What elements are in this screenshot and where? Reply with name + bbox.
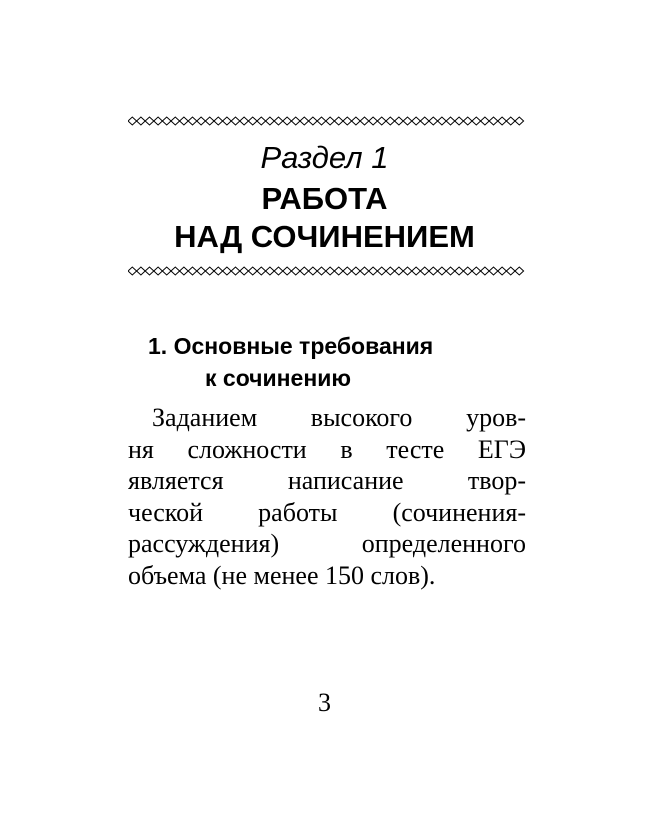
body-line: Заданием высокого уров-: [152, 403, 526, 432]
page-number: 3: [318, 688, 331, 717]
ornament-diamond: [205, 117, 214, 125]
ornament-diamond: [188, 117, 197, 125]
ornament-diamond: [180, 117, 189, 125]
ornament-diamond: [137, 267, 146, 275]
ornament-diamond: [429, 117, 438, 125]
ornament-diamond: [240, 117, 249, 125]
ornament-diamond: [326, 267, 335, 275]
ornament-diamond: [300, 117, 309, 125]
ornament-diamond: [395, 117, 404, 125]
ornament-diamond: [240, 267, 249, 275]
ornament-diamond: [481, 117, 490, 125]
ornament-diamond: [446, 267, 455, 275]
ornament-diamond: [377, 117, 386, 125]
ornament-diamond: [283, 117, 292, 125]
ornament-diamond: [515, 267, 524, 275]
ornament-diamond: [283, 267, 292, 275]
ornament-diamond: [489, 117, 498, 125]
ornament-diamond: [223, 117, 232, 125]
ornament-diamond: [386, 267, 395, 275]
ornament-diamond: [317, 117, 326, 125]
ornament-diamond: [171, 267, 180, 275]
ornament-diamond: [162, 117, 171, 125]
section-label: Раздел 1: [260, 140, 389, 175]
top-ornament-rule: [128, 116, 526, 126]
ornament-diamond: [248, 267, 257, 275]
ornament-diamond: [395, 267, 404, 275]
ornament-diamond: [171, 117, 180, 125]
body-line: рассуждения) определенного: [128, 529, 526, 558]
body-line: ческой работы (сочинения-: [128, 497, 526, 527]
ornament-diamond: [360, 267, 369, 275]
ornament-diamond: [463, 117, 472, 125]
ornament-diamond: [291, 267, 300, 275]
ornament-diamond: [446, 117, 455, 125]
ornament-diamond: [154, 267, 163, 275]
ornament-diamond: [429, 267, 438, 275]
bottom-ornament-rule: [128, 266, 526, 276]
ornament-diamond: [291, 117, 300, 125]
ornament-diamond: [326, 117, 335, 125]
ornament-diamond: [266, 267, 275, 275]
ornament-diamond: [309, 267, 318, 275]
ornament-diamond: [438, 267, 447, 275]
ornament-diamond: [412, 117, 421, 125]
ornament-diamond: [231, 267, 240, 275]
ornament-diamond: [145, 267, 154, 275]
ornament-diamond: [214, 267, 223, 275]
ornament-diamond: [180, 267, 189, 275]
ornament-diamond: [515, 117, 524, 125]
ornament-diamond: [257, 117, 266, 125]
body-line: ня сложности в тесте ЕГЭ: [128, 434, 526, 464]
ornament-diamond: [506, 267, 515, 275]
ornament-diamond: [369, 117, 378, 125]
ornament-diamond: [231, 117, 240, 125]
ornament-diamond: [472, 117, 481, 125]
subheading-line: к сочинению: [205, 365, 352, 391]
ornament-diamond: [403, 267, 412, 275]
ornament-diamond: [412, 267, 421, 275]
ornament-diamond: [197, 117, 206, 125]
section-title: [0, 180, 649, 256]
ornament-diamond: [154, 117, 163, 125]
ornament-diamond: [214, 117, 223, 125]
section-title-line: РАБОТА: [261, 181, 388, 216]
ornament-diamond: [463, 267, 472, 275]
ornament-diamond: [455, 267, 464, 275]
ornament-diamond: [360, 117, 369, 125]
ornament-diamond: [274, 267, 283, 275]
ornament-diamond: [343, 267, 352, 275]
ornament-diamond: [352, 267, 361, 275]
ornament-diamond: [481, 267, 490, 275]
ornament-diamond: [197, 267, 206, 275]
ornament-diamond: [145, 117, 154, 125]
ornament-diamond: [188, 267, 197, 275]
ornament-diamond: [223, 267, 232, 275]
ornament-diamond: [369, 267, 378, 275]
ornament-diamond: [162, 267, 171, 275]
body-paragraph: [128, 402, 526, 591]
ornament-diamond: [386, 117, 395, 125]
ornament-diamond: [403, 117, 412, 125]
ornament-diamond: [498, 117, 507, 125]
ornament-diamond: [352, 117, 361, 125]
ornament-diamond: [205, 267, 214, 275]
ornament-diamond: [472, 267, 481, 275]
ornament-diamond: [438, 117, 447, 125]
ornament-diamond: [334, 117, 343, 125]
subheading: [0, 330, 649, 394]
body-line: объема (не менее 150 слов).: [128, 560, 436, 590]
ornament-diamond: [137, 117, 146, 125]
ornament-diamond: [377, 267, 386, 275]
ornament-diamond: [266, 117, 275, 125]
ornament-diamond: [455, 117, 464, 125]
ornament-diamond: [489, 267, 498, 275]
ornament-diamond: [420, 267, 429, 275]
ornament-diamond: [317, 267, 326, 275]
ornament-diamond: [300, 267, 309, 275]
ornament-diamond: [498, 267, 507, 275]
ornament-diamond: [506, 117, 515, 125]
ornament-diamond: [128, 267, 137, 275]
ornament-diamond: [128, 117, 137, 125]
ornament-diamond: [257, 267, 266, 275]
ornament-diamond: [248, 117, 257, 125]
ornament-diamond: [274, 117, 283, 125]
ornament-diamond: [420, 117, 429, 125]
section-title-line: НАД СОЧИНЕНИЕМ: [174, 219, 475, 254]
subheading-line: 1. Основные требования: [148, 333, 434, 359]
ornament-diamond: [309, 117, 318, 125]
body-line: является написание твор-: [128, 466, 526, 495]
ornament-diamond: [343, 117, 352, 125]
ornament-diamond: [334, 267, 343, 275]
